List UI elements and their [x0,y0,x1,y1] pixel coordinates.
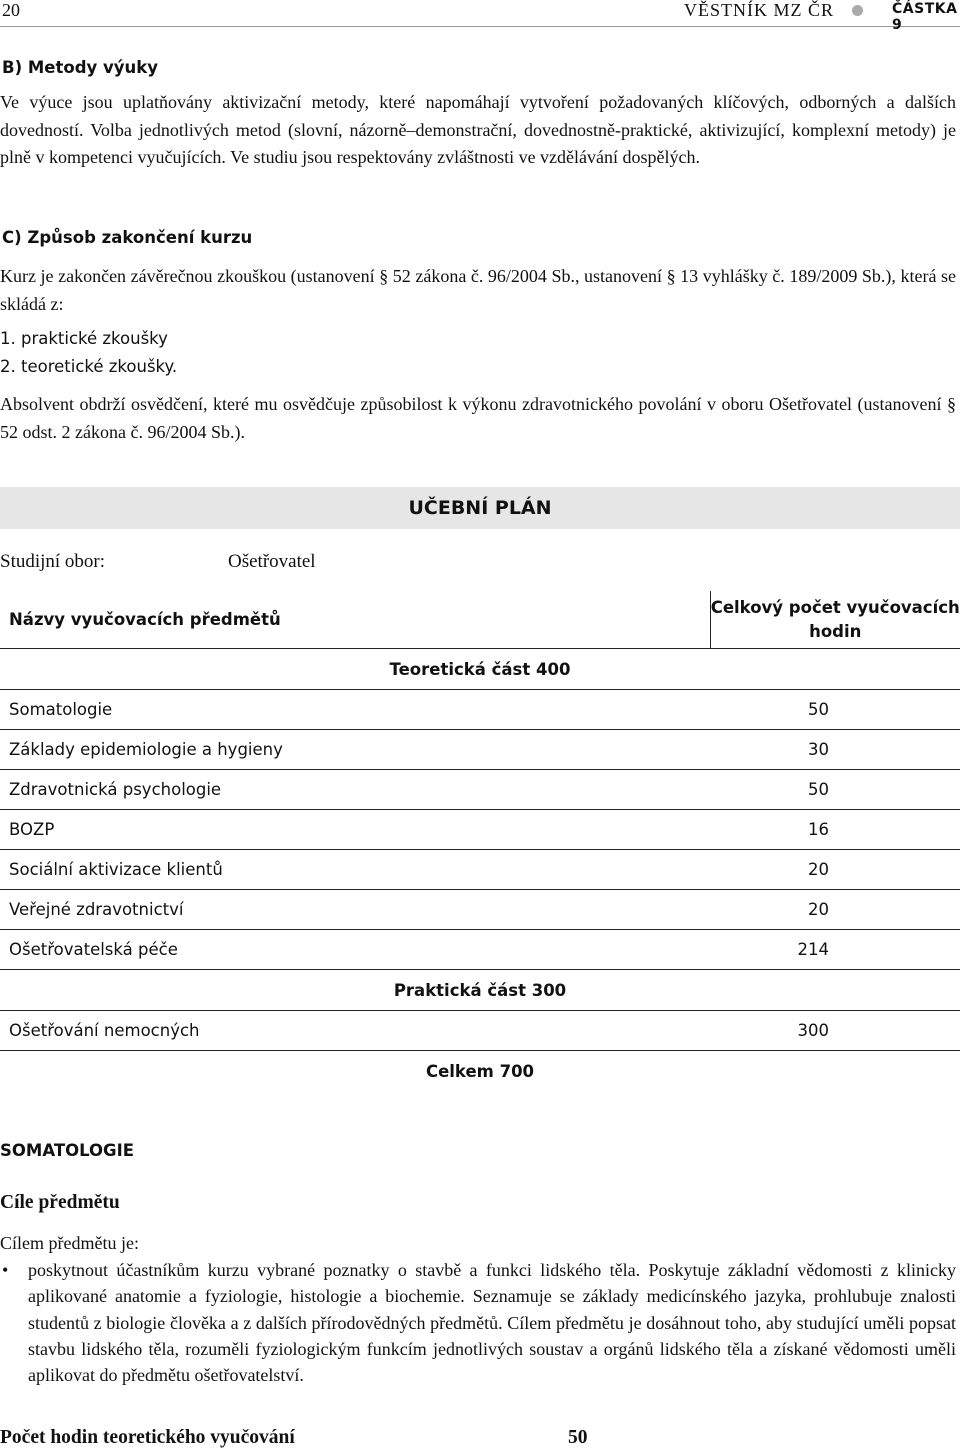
subject-name: Zdravotnická psychologie [0,770,710,810]
total-hours: Celkem 700 [425,1061,535,1081]
subject-hours: 214 [710,930,960,970]
table-row [0,890,960,930]
practice-section-row [0,970,960,1011]
col-subjects-header: Názvy vyučovacích předmětů [0,591,710,649]
page-header [0,0,960,33]
table-row [0,810,960,850]
exam-item: 2. teoretické zkoušky. [0,357,178,376]
subject-hours: 50 [710,770,960,810]
total-row [0,1051,960,1092]
study-plan-table [0,591,960,1091]
field-label: Studijní obor: [0,551,106,572]
table-row [0,850,960,890]
hours-label: Počet hodin teoretického vyučování [0,1427,295,1448]
subject-hours: 20 [710,890,960,930]
subject-hours: 50 [710,690,960,730]
section-b-paragraph [0,89,956,172]
col-hours-header: Celkový počet vyučovacích hodin [710,591,960,649]
certificate-text: Absolvent obdrží osvědčení, které mu osvědčuje způsobilost k výkonu zdravotnického povolání v oboru Ošetřovatel (ustanovení § 52 odst. 2 zákona č. 96/2004 Sb.). [0,394,956,442]
theory-header: Teoretická část 400 [0,649,960,690]
exam-intro: Kurz je zakončen závěrečnou zkouškou (ustanovení § 52 zákona č. 96/2004 Sb., ustanovení § 13 vyhlášky č. 189/2009 Sb.), která se skládá z: [0,266,956,314]
table-row [0,770,960,810]
subject-hours: 30 [710,730,960,770]
subject-hours: 16 [710,810,960,850]
section-b-heading: B) Metody výuky [2,58,158,77]
section-c-closing [0,391,956,446]
subject-name: Ošetřovatelská péče [0,930,710,970]
practice-header: Praktická část 300 [0,970,960,1011]
subject-hours: 20 [710,850,960,890]
exam-items [0,325,177,381]
section-c-heading: C) Způsob zakončení kurzu [2,228,253,247]
goal-bullet: • poskytnout účastníkům kurzu vybrané poznatky o stavbě a funkci lidského těla. Poskytuje základní vědomosti z klinicky aplikované anatomie a fyziologie, histologie a biochemie. Seznamuje se základy medicínského jazyka, prohlubuje znalosti studentů z biologie člověka a z dalších přírodovědných předmětů. Cílem předmětu je dosáhnout toho, aby studující uměli popsat stavbu lidského těla, rozuměli fyziologickým funkcím jednotlivých soustav a orgánů lidského těla a získané vědomosti uměli aplikovat do předmětu ošetřovatelství. [0,1257,956,1388]
subject-hours: 300 [710,1011,960,1051]
plan-title: UČEBNÍ PLÁN [408,497,552,519]
subject-name: Ošetřování nemocných [0,1011,710,1051]
table-header-row [0,591,960,649]
subject-name: Somatologie [0,690,710,730]
table-row [0,690,960,730]
subject-name: Veřejné zdravotnictví [0,890,710,930]
section-c-body [0,263,956,318]
table-row [0,1011,960,1051]
exam-item: 1. praktické zkoušky [0,329,168,348]
subject-name: Sociální aktivizace klientů [0,850,710,890]
bullet-dot-icon [852,5,863,16]
subject-name: BOZP [0,810,710,850]
hours-value: 50 [568,1427,588,1448]
page-number: 20 [2,0,20,20]
goals-heading: Cíle předmětu [0,1192,120,1213]
field-value: Ošetřovatel [228,551,316,572]
table-row [0,930,960,970]
theory-section-row [0,649,960,690]
goals-intro: Cílem předmětu je: [0,1233,139,1253]
journal-title: VĚSTNÍK MZ ČR [684,0,835,20]
methods-text: Ve výuce jsou uplatňovány aktivizační metody, které napomáhají vytvoření požadovaných klíčových, odborných a dalších dovedností. Volba jednotlivých metod (slovní, názorně–demonstrační, dovednostně-praktické, aktivizující, komplexní metody) je plně v kompetenci vyučujících. Ve studiu jsou respektovány zvláštnosti ve vzdělávání dospělých. [0,92,956,167]
goals-list [0,1257,956,1388]
subject-name: Základy epidemiologie a hygieny [0,730,710,770]
issue-part: ČÁSTKA 9 [892,1,958,33]
table-row [0,730,960,770]
subject-heading: SOMATOLOGIE [0,1141,135,1160]
